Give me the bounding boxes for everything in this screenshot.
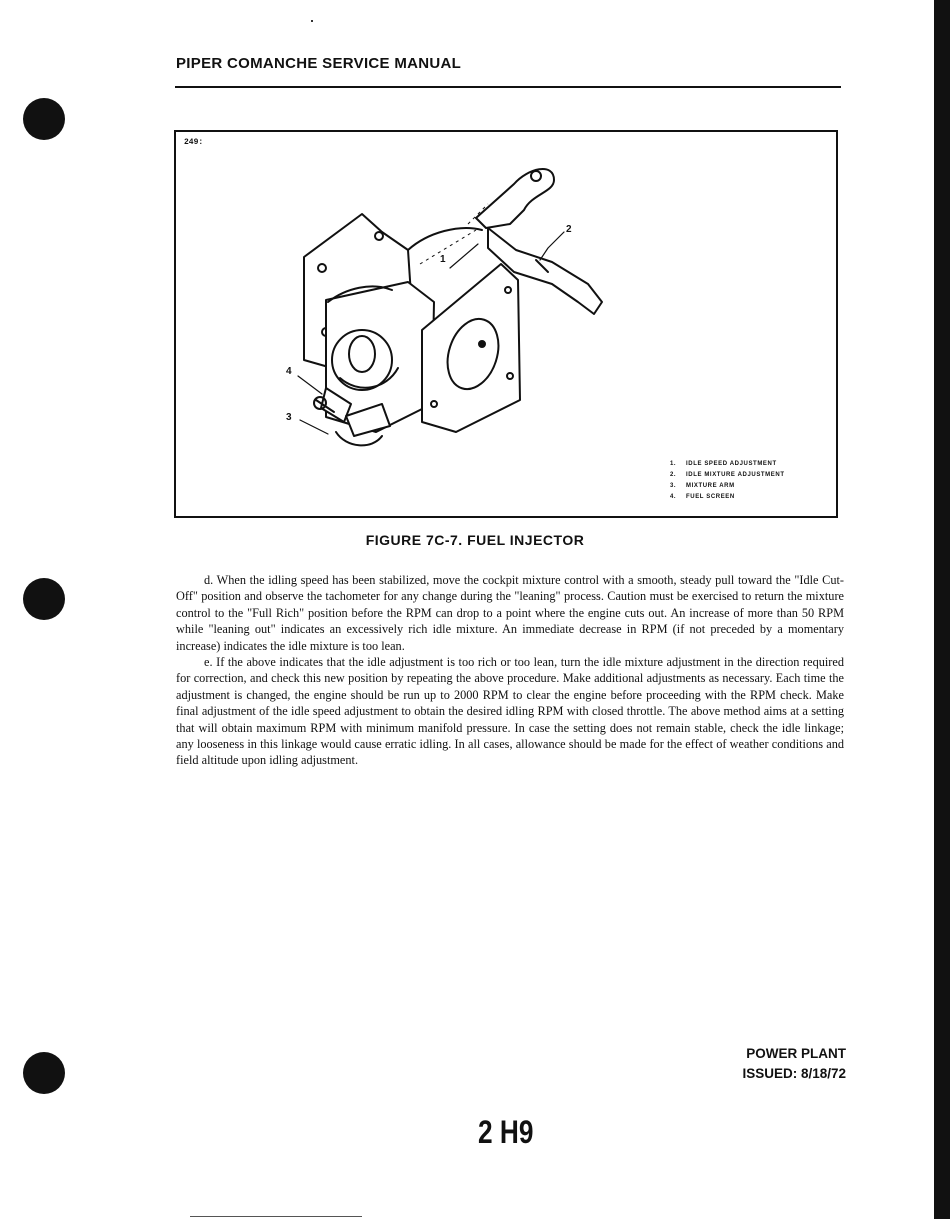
section-name: POWER PLANT [746, 1046, 846, 1061]
legend-item: 2. IDLE MIXTURE ADJUSTMENT [670, 472, 785, 478]
bottom-rule [190, 1216, 362, 1217]
legend-item: 1. IDLE SPEED ADJUSTMENT [670, 461, 777, 467]
callout-4: 4 [286, 366, 292, 377]
binder-hole-middle [23, 578, 65, 620]
paragraph-e: e. If the above indicates that the idle adjustment is too rich or too lean, turn the idle mixture adjustment in the direction required for correction, and check this new position by repeating the above procedure. Make additional adjustments as necessary. Each time the adjustment is changed, the engine should be run up to 2000 RPM to clear the engine before proceeding with the RPM check. Make final adjustment of the idle speed adjustment to obtain the desired idling RPM with closed throttle. The above method aims at a setting that will obtain maximum RPM with minimum manifold pressure. In case the setting does not remain stable, check the idle linkage; any looseness in this linkage would cause erratic idling. In all cases, allowance should be made for the effect of weather conditions and field altitude upon idling adjustment. [176, 655, 844, 768]
scan-speck [311, 20, 313, 22]
scan-edge-bar [934, 0, 950, 1219]
figure-frame [174, 130, 838, 518]
body-text [176, 572, 844, 769]
binder-hole-bottom [23, 1052, 65, 1094]
paragraph-d: d. When the idling speed has been stabilized, move the cockpit mixture control with a smooth, steady pull toward the "Idle Cut-Off" position and observe the tachometer for any change during the "leaning" process. Caution must be exercised to return the mixture control to the "Full Rich" position before the RPM can drop to a point where the engine cuts out. An increase of more than 50 RPM while "leaning out" indicates an excessively rich idle mixture. An immediate decrease in RPM (if not preceded by a momentary increase) indicates the idle mixture is too lean. [176, 573, 844, 653]
manual-title: PIPER COMANCHE SERVICE MANUAL [176, 55, 462, 72]
page-number: 2 H9 [478, 1114, 534, 1150]
callout-1: 1 [440, 254, 446, 265]
header-divider [175, 86, 841, 88]
callout-2: 2 [566, 224, 572, 235]
legend-item: 3. MIXTURE ARM [670, 483, 735, 489]
issue-date: ISSUED: 8/18/72 [742, 1066, 846, 1081]
legend-item: 4. FUEL SCREEN [670, 494, 735, 500]
figure-code: 249: [184, 138, 204, 147]
figure-caption: FIGURE 7C-7. FUEL INJECTOR [365, 532, 585, 548]
figure-legend [670, 459, 785, 503]
footer-block [700, 1044, 846, 1084]
binder-hole-top [23, 98, 65, 140]
callout-3: 3 [286, 412, 292, 423]
